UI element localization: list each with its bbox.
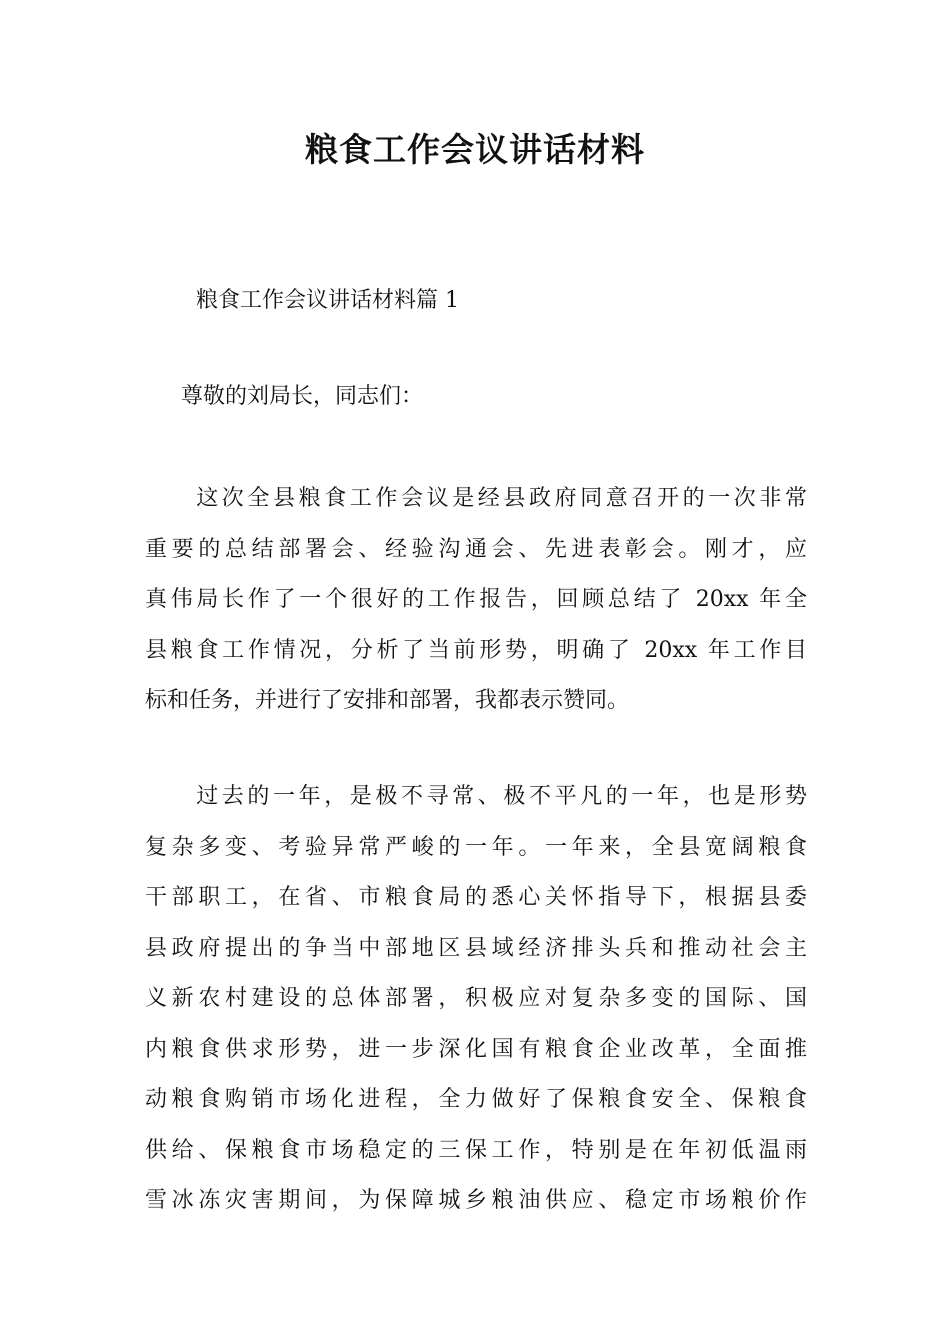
- paragraph-line: 真伟局长作了一个很好的工作报告，回顾总结了 20xx 年全: [145, 587, 807, 612]
- paragraph-line: 这次全县粮食工作会议是经县政府同意召开的一次非常: [145, 486, 807, 511]
- paragraph-line: 重要的总结部署会、经验沟通会、先进表彰会。刚才，应: [145, 536, 807, 562]
- paragraph-line: 义新农村建设的总体部署，积极应对复杂多变的国际、国: [145, 986, 807, 1011]
- paragraph-line: 供给、保粮食市场稳定的三保工作，特别是在年初低温雨: [145, 1137, 807, 1163]
- paragraph-line: 县粮食工作情况，分析了当前形势，明确了 20xx 年工作目: [145, 637, 807, 663]
- section-subtitle: 粮食工作会议讲话材料篇 1: [196, 288, 459, 313]
- paragraph-line: 标和任务，并进行了安排和部署，我都表示赞同。: [145, 688, 630, 713]
- salutation: 尊敬的刘局长，同志们：: [181, 384, 424, 409]
- paragraph-line: 内粮食供求形势，进一步深化国有粮食企业改革，全面推: [145, 1036, 807, 1062]
- paragraph-line: 县政府提出的争当中部地区县域经济排头兵和推动社会主: [145, 935, 807, 961]
- paragraph-line: 过去的一年，是极不寻常、极不平凡的一年，也是形势: [145, 784, 807, 809]
- paragraph-2: [145, 772, 807, 1227]
- paragraph-line: 复杂多变、考验异常严峻的一年。一年来，全县宽阔粮食: [145, 834, 807, 860]
- document-title: 粮食工作会议讲话材料: [305, 130, 645, 169]
- paragraph-1: [145, 474, 807, 727]
- paragraph-line: 干部职工，在省、市粮食局的悉心关怀指导下，根据县委: [145, 885, 807, 910]
- paragraph-line: 雪冰冻灾害期间，为保障城乡粮油供应、稳定市场粮价作: [145, 1188, 807, 1213]
- paragraph-line: 动粮食购销市场化进程，全力做好了保粮食安全、保粮食: [145, 1087, 807, 1112]
